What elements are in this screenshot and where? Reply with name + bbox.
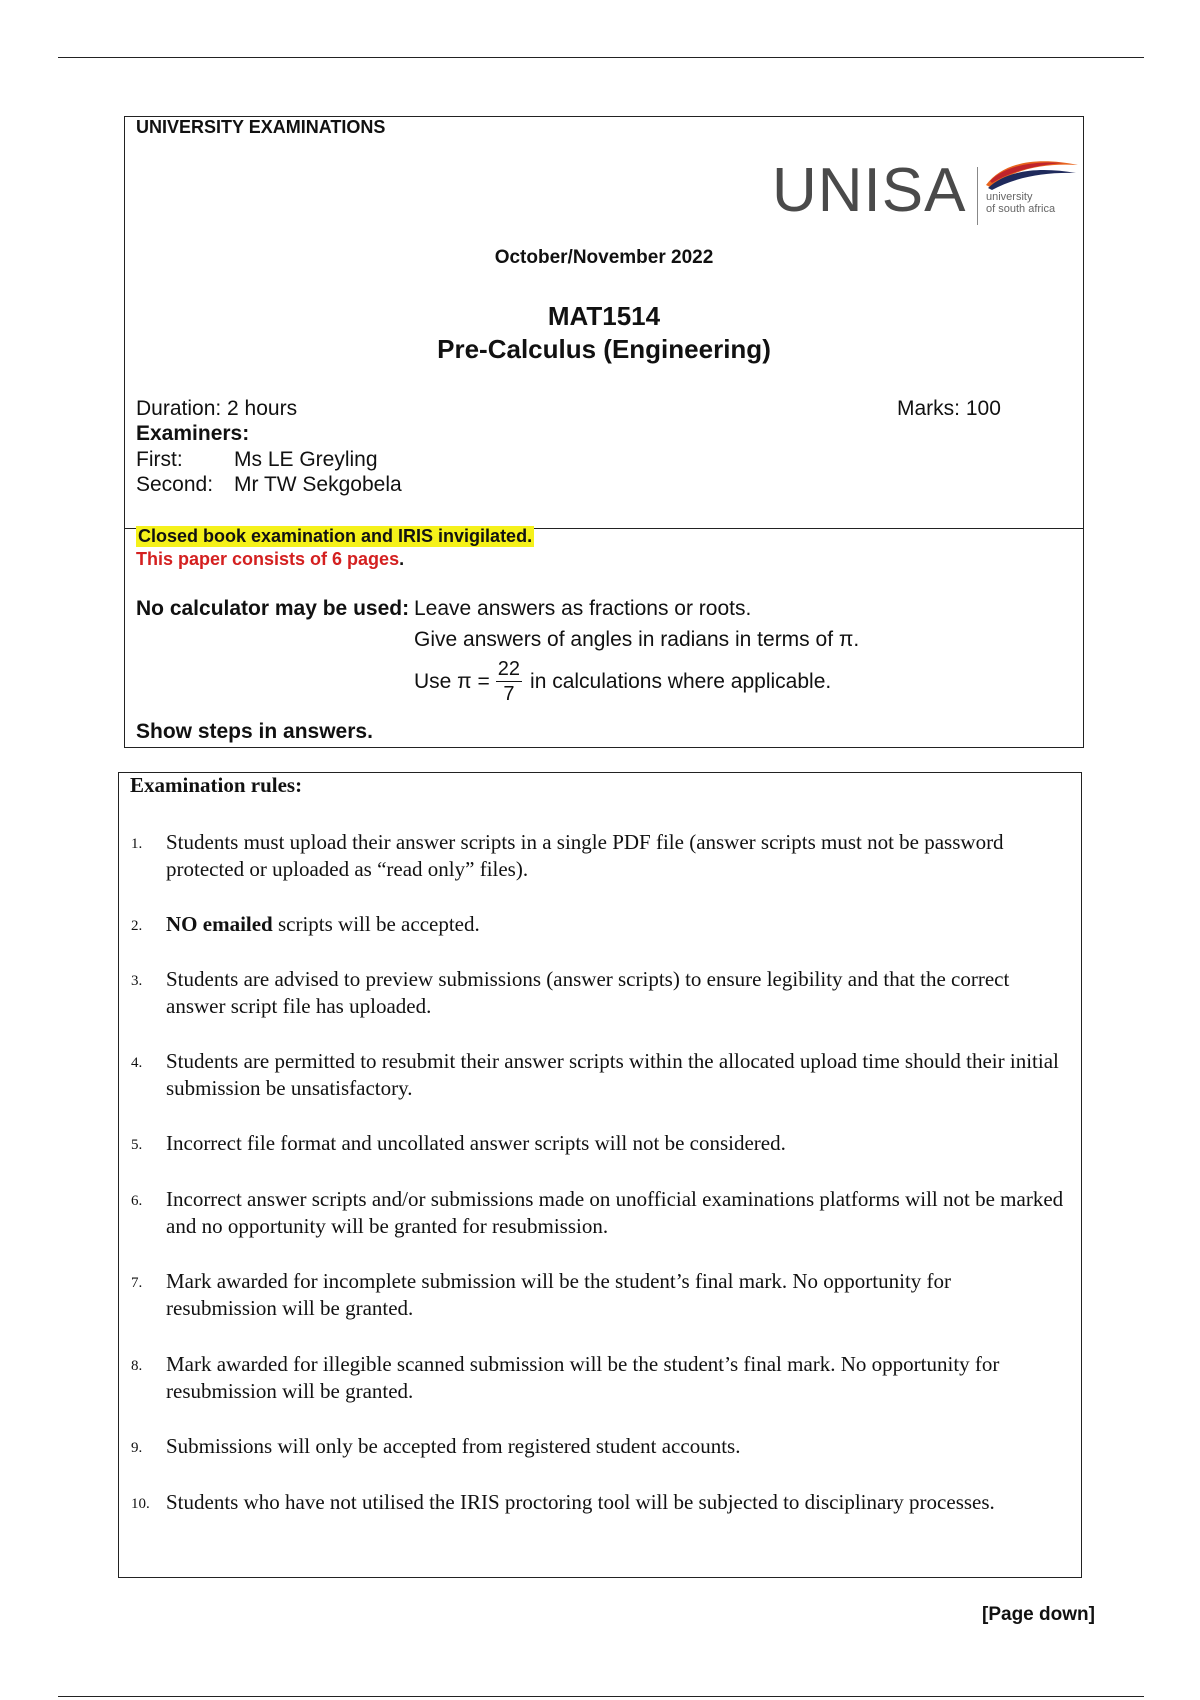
logo-subtitle-line-2: of south africa (986, 203, 1056, 215)
rule-number: 3. (131, 973, 143, 989)
closed-book-notice: Closed book examination and IRIS invigilated. (138, 526, 533, 546)
top-rule (58, 57, 1144, 58)
first-examiner-role: First: (136, 448, 183, 471)
rule-number: 2. (131, 918, 143, 934)
bottom-rule (58, 1696, 1144, 1697)
duration: Duration: 2 hours (136, 397, 298, 420)
show-steps-notice: Show steps in answers. (136, 720, 373, 743)
rule-number: 7. (131, 1275, 143, 1291)
page-count-text: This paper consists of 6 pages (136, 549, 400, 569)
examiners-label: Examiners: (136, 422, 250, 445)
rule-text: Incorrect answer scripts and/or submissions made on unofficial examinations platforms will not be marked and no opportunity will be granted for resubmission. (166, 1187, 1064, 1238)
instruction-fractions: Leave answers as fractions or roots. (414, 597, 752, 620)
instruction-radians: Give answers of angles in radians in terms of π. (414, 628, 860, 651)
fraction-numerator: 22 (497, 658, 521, 680)
page-count-notice (136, 549, 404, 570)
exam-session: October/November 2022 (494, 247, 714, 268)
rule-text: Submissions will only be accepted from registered student accounts. (166, 1434, 741, 1458)
rule-number: 8. (131, 1358, 143, 1374)
second-examiner-name: Mr TW Sekgobela (234, 473, 402, 496)
rule-number: 10. (131, 1496, 150, 1512)
page-count-period: . (399, 549, 405, 569)
unisa-logo (772, 151, 1072, 231)
pi-fraction (496, 657, 522, 706)
course-code: MAT1514 (547, 301, 661, 331)
course-name: Pre-Calculus (Engineering) (437, 334, 771, 364)
rule-number: 9. (131, 1440, 143, 1456)
rule-text-wrap (166, 911, 1066, 938)
fraction-denominator: 7 (503, 683, 515, 705)
rule-text: Mark awarded for illegible scanned submission will be the student’s final mark. No opportunity for resubmission will be granted. (166, 1352, 1000, 1403)
rule-text: Mark awarded for incomplete submission will be the student’s final mark. No opportunity for resubmission will be granted. (166, 1269, 952, 1320)
second-examiner (136, 473, 402, 497)
logo-subtitle (986, 191, 1055, 215)
rule-text: Students who have not utilised the IRIS proctoring tool will be subjected to disciplinary processes. (166, 1490, 995, 1514)
pi-usage-text: in calculations where applicable. (530, 669, 832, 693)
rule-number: 1. (131, 836, 143, 852)
instruction-pi-value (414, 657, 831, 706)
pi-equals: Use π = (414, 669, 490, 693)
total-marks: Marks: 100 (897, 397, 1001, 420)
rule-text: Students are permitted to resubmit their answer scripts within the allocated upload time should their initial submission be unsatisfactory. (166, 1049, 1059, 1100)
rule-text: Incorrect file format and uncollated answer scripts will not be considered. (166, 1131, 786, 1155)
first-examiner-name: Ms LE Greyling (234, 448, 378, 471)
rule-text-bold: NO emailed (166, 912, 273, 936)
exam-header-box (124, 116, 1084, 748)
rule-number: 4. (131, 1055, 143, 1071)
university-examinations-label: UNIVERSITY EXAMINATIONS (136, 117, 386, 137)
rule-text: Students must upload their answer scripts in a single PDF file (answer scripts must not be password protected or uploaded as “read only” files). (166, 830, 1004, 881)
examination-rules-box (118, 772, 1082, 1578)
rules-title: Examination rules: (130, 773, 303, 797)
no-calculator-label: No calculator may be used: (136, 597, 410, 620)
rule-number: 5. (131, 1137, 143, 1153)
rule-number: 6. (131, 1193, 143, 1209)
second-examiner-role: Second: (136, 473, 214, 496)
page-down-label: [Page down] (982, 1604, 1095, 1625)
first-examiner (136, 448, 378, 472)
rule-text: scripts will be accepted. (272, 912, 480, 936)
logo-wordmark: UNISA (772, 156, 967, 225)
logo-divider (977, 167, 978, 225)
unisa-swoosh-icon (984, 155, 1080, 191)
logo-subtitle-line-1: university (986, 191, 1033, 203)
rule-text: Students are advised to preview submissions (answer scripts) to ensure legibility and that the correct answer script file has uploaded. (166, 967, 1010, 1018)
